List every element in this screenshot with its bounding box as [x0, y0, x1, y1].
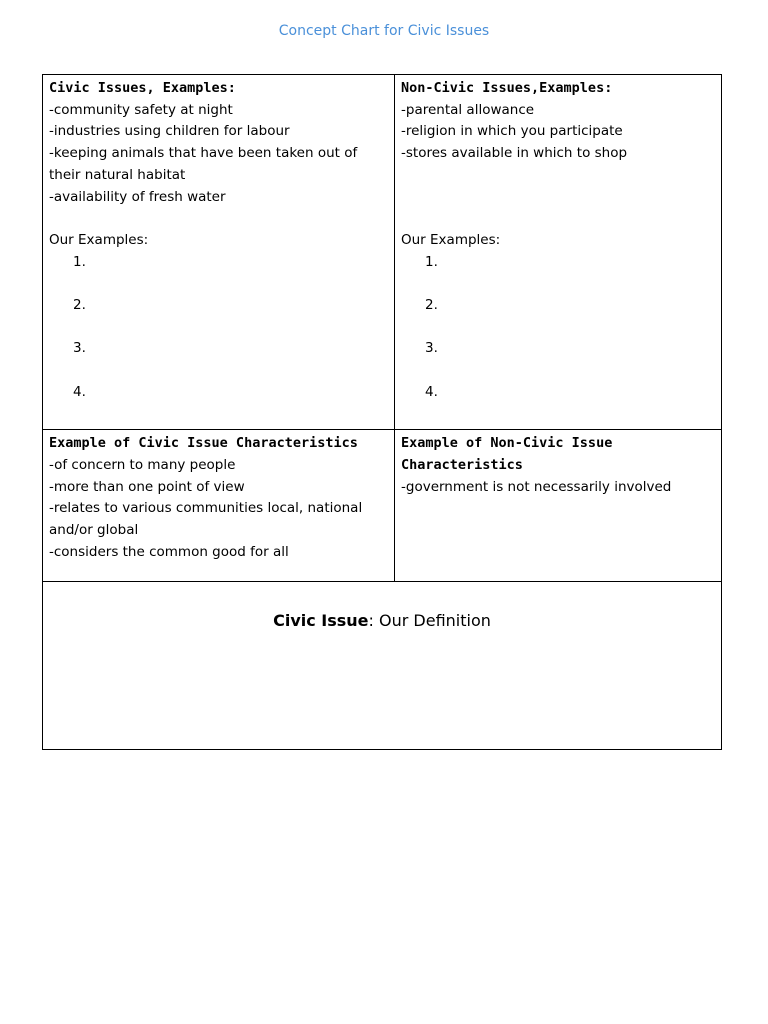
civic-our-examples-list	[49, 252, 388, 426]
civic-example-item: -industries using children for labour	[49, 123, 290, 140]
list-number: 1.	[73, 253, 86, 270]
civic-examples-cell	[43, 75, 395, 430]
non-civic-our-examples-label: Our Examples:	[401, 231, 501, 248]
definition-row	[43, 582, 722, 750]
concept-chart-table	[42, 74, 722, 750]
non-civic-examples-cell	[395, 75, 722, 430]
civic-characteristics-cell	[43, 430, 395, 582]
civic-example-item: -keeping animals that have been taken out of their natural habitat	[49, 145, 358, 183]
list-number: 1.	[425, 253, 438, 270]
list-number: 3.	[425, 340, 438, 357]
civic-characteristics-heading: Example of Civic Issue Characteristics	[49, 435, 358, 452]
civic-examples-heading: Civic Issues, Examples:	[49, 80, 236, 96]
definition-bold-term: Civic Issue	[273, 611, 369, 631]
list-number: 3.	[73, 340, 86, 357]
civic-example-item: -community safety at night	[49, 101, 233, 118]
non-civic-characteristics-heading: Example of Non-Civic Issue Characteristics	[401, 435, 613, 473]
non-civic-characteristic-item: -government is not necessarily involved	[401, 478, 672, 495]
characteristics-row	[43, 430, 722, 582]
non-civic-example-item: -parental allowance	[401, 101, 535, 118]
document-title: Concept Chart for Civic Issues	[278, 23, 490, 39]
list-number: 4.	[73, 383, 86, 400]
list-number: 2.	[425, 296, 438, 313]
civic-example-item: -availability of fresh water	[49, 188, 226, 205]
civic-characteristic-item: -relates to various communities local, national and/or global	[49, 500, 363, 538]
civic-our-examples-label: Our Examples:	[49, 231, 149, 248]
non-civic-our-examples-list	[401, 252, 715, 426]
civic-characteristic-item: -considers the common good for all	[49, 543, 289, 560]
non-civic-examples-heading: Non-Civic Issues,Examples:	[401, 80, 613, 96]
civic-characteristic-item: -of concern to many people	[49, 456, 236, 473]
list-number: 4.	[425, 383, 438, 400]
non-civic-example-item: -stores available in which to shop	[401, 145, 628, 162]
definition-cell[interactable]	[43, 582, 722, 750]
definition-heading	[273, 610, 491, 632]
non-civic-characteristics-cell	[395, 430, 722, 582]
examples-row	[43, 75, 722, 430]
civic-characteristic-item: -more than one point of view	[49, 478, 245, 495]
list-number: 2.	[73, 297, 86, 313]
non-civic-example-item: -religion in which you participate	[401, 123, 623, 140]
definition-label: : Our Definition	[368, 611, 491, 631]
